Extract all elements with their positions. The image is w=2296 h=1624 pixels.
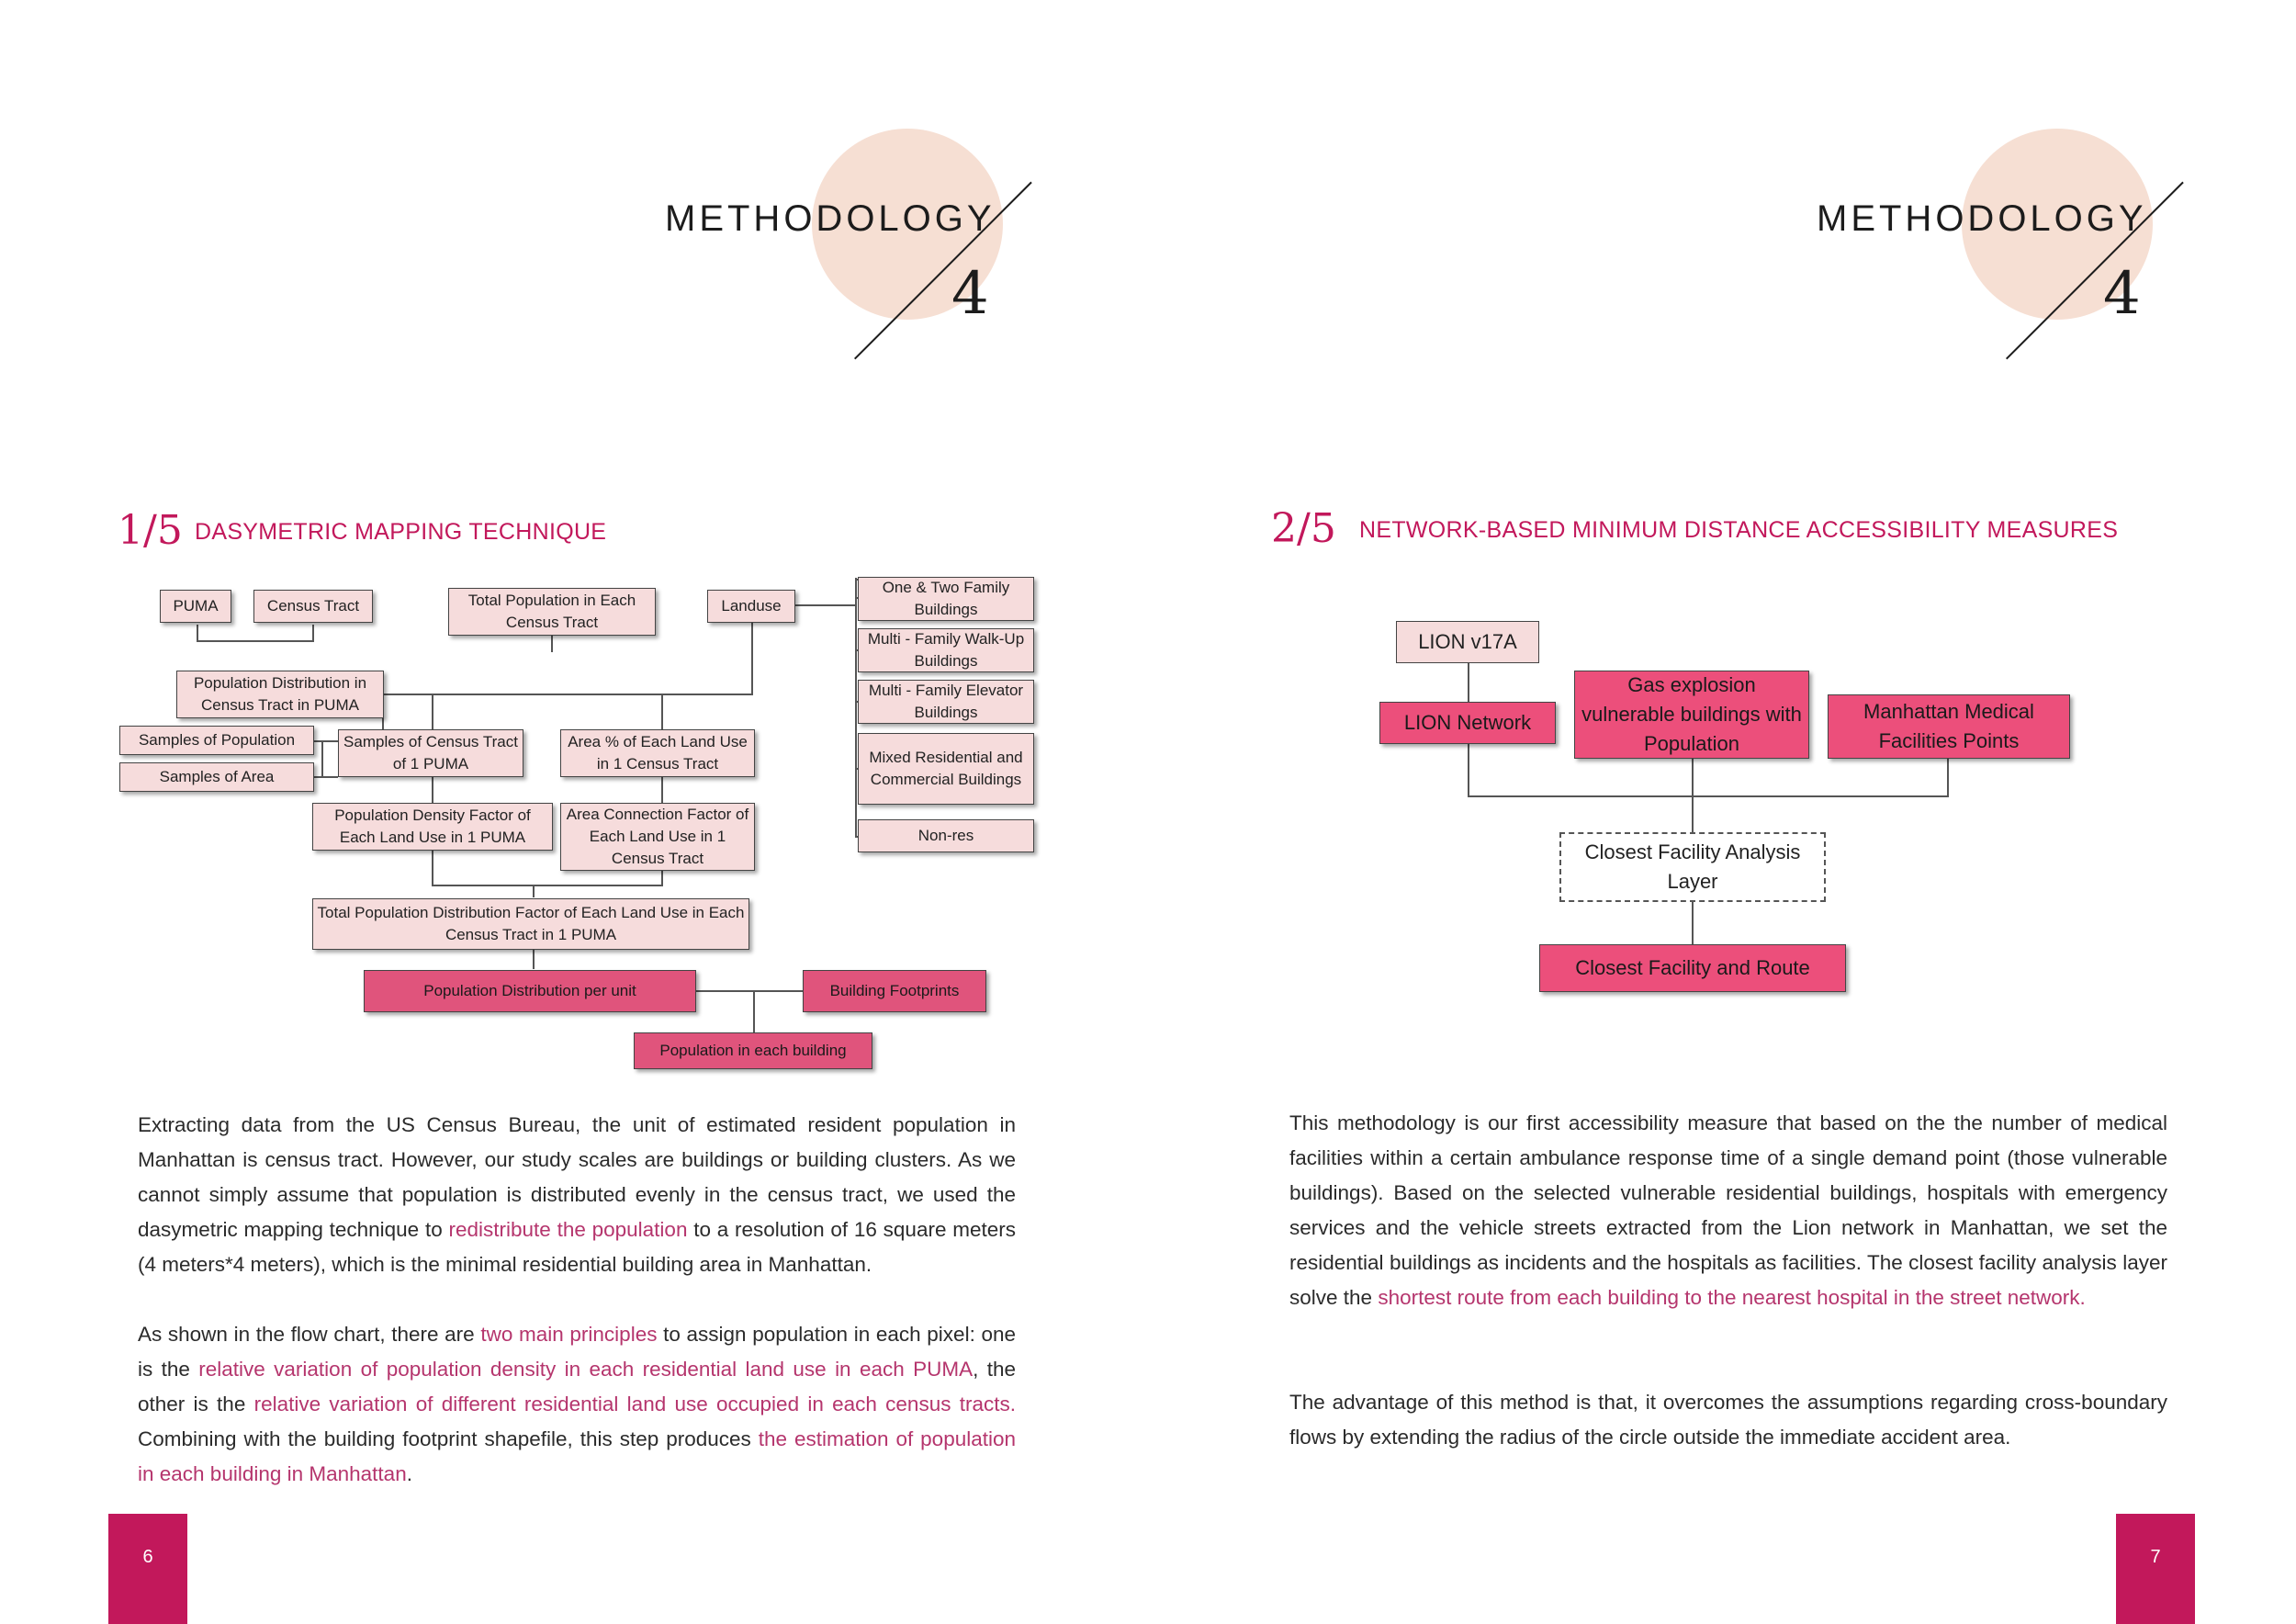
gas-explosion-box: Gas explosion vulnerable buildings with Population [1574, 671, 1809, 759]
building-footprints-box: Building Footprints [803, 970, 986, 1012]
chapter-number: 4 [2103, 260, 2141, 328]
page-number-left: 6 [108, 1514, 187, 1624]
multi-elevator-box: Multi - Family Elevator Buildings [858, 680, 1034, 724]
lion-network-box: LION Network [1379, 702, 1556, 744]
one-two-family-box: One & Two Family Buildings [858, 577, 1034, 621]
samples-census-tract-box: Samples of Census Tract of 1 PUMA [338, 729, 523, 777]
section-title: NETWORK-BASED MINIMUM DISTANCE ACCESSIBILITY MEASURES [1359, 517, 2119, 543]
lion-v17a-box: LION v17A [1396, 621, 1539, 663]
chapter-number: 4 [951, 260, 989, 328]
landuse-box: Landuse [707, 590, 795, 623]
mixed-residential-box: Mixed Residential and Commercial Buildings [858, 733, 1034, 805]
puma-box: PUMA [160, 590, 231, 623]
closest-layer-box: Closest Facility Analysis Layer [1559, 832, 1826, 902]
section-title: DASYMETRIC MAPPING TECHNIQUE [195, 519, 607, 545]
total-distribution-factor-box: Total Population Distribution Factor of Each Land Use in Each Census Tract in 1 PUMA [312, 898, 749, 950]
non-res-box: Non-res [858, 819, 1034, 852]
area-connection-box: Area Connection Factor of Each Land Use in 1 Census Tract [560, 803, 755, 871]
chapter-title: METHODOLOGY [1817, 198, 2147, 239]
area-percent-box: Area % of Each Land Use in 1 Census Tract [560, 729, 755, 777]
total-population-box: Total Population in Each Census Tract [448, 588, 656, 636]
right-paragraph-2: The advantage of this method is that, it overcomes the assumptions regarding cross-boundary flows by extending the radius of the circle outside the immediate accident area. [1289, 1391, 2167, 1449]
manhattan-medical-box: Manhattan Medical Facilities Points [1828, 694, 2070, 759]
left-paragraph-1: Extracting data from the US Census Bureau, the unit of estimated resident population in Manhattan is census tract. However, our study scales are buildings or building clusters. As we cannot simply assume that population is distributed evenly in the census tract, we used the dasymetric mapping technique to redistribute the population to a resolution of 16 square meters (4 meters*4 meters), which is the minimal residential building area in Manhattan. [138, 1113, 1016, 1276]
multi-walkup-box: Multi - Family Walk-Up Buildings [858, 628, 1034, 672]
samples-population-box: Samples of Population [119, 726, 314, 755]
left-paragraph-2: As shown in the flow chart, there are two main principles to assign population in each pixel: one is the relative variation of population density in each residential land use in each PUMA, the other is the relative variation of different residential land use occupied in each census tracts. Combining with the building footprint shapefile, this step produces the estimation of population in each building in Manhattan. [138, 1323, 1017, 1485]
page-number-right: 7 [2116, 1514, 2195, 1624]
closest-route-box: Closest Facility and Route [1539, 944, 1846, 992]
section-number: 2/5 [1271, 505, 1336, 552]
pop-per-unit-box: Population Distribution per unit [364, 970, 696, 1012]
right-paragraph-1: This methodology is our first accessibility measure that based on the the number of medical facilities within a certain ambulance response time of a single demand point (those vulnerable buildings). Based on the selected vulnerable residential buildings, hospitals with emergency services and the vehicle streets extracted from the Lion network in Manhattan, we set the residential buildings as incidents and the hospitals as facilities. The closest facility analysis layer solve the shortest route from each building to the nearest hospital in the street network. [1289, 1111, 2167, 1309]
density-factor-box: Population Density Factor of Each Land Use in 1 PUMA [312, 803, 553, 851]
section-number: 1/5 [118, 507, 183, 554]
pop-distribution-tract-box: Population Distribution in Census Tract in PUMA [176, 671, 384, 718]
samples-area-box: Samples of Area [119, 762, 314, 792]
chapter-title: METHODOLOGY [665, 198, 996, 239]
census-tract-box: Census Tract [253, 590, 373, 623]
pop-each-building-box: Population in each building [634, 1032, 872, 1069]
